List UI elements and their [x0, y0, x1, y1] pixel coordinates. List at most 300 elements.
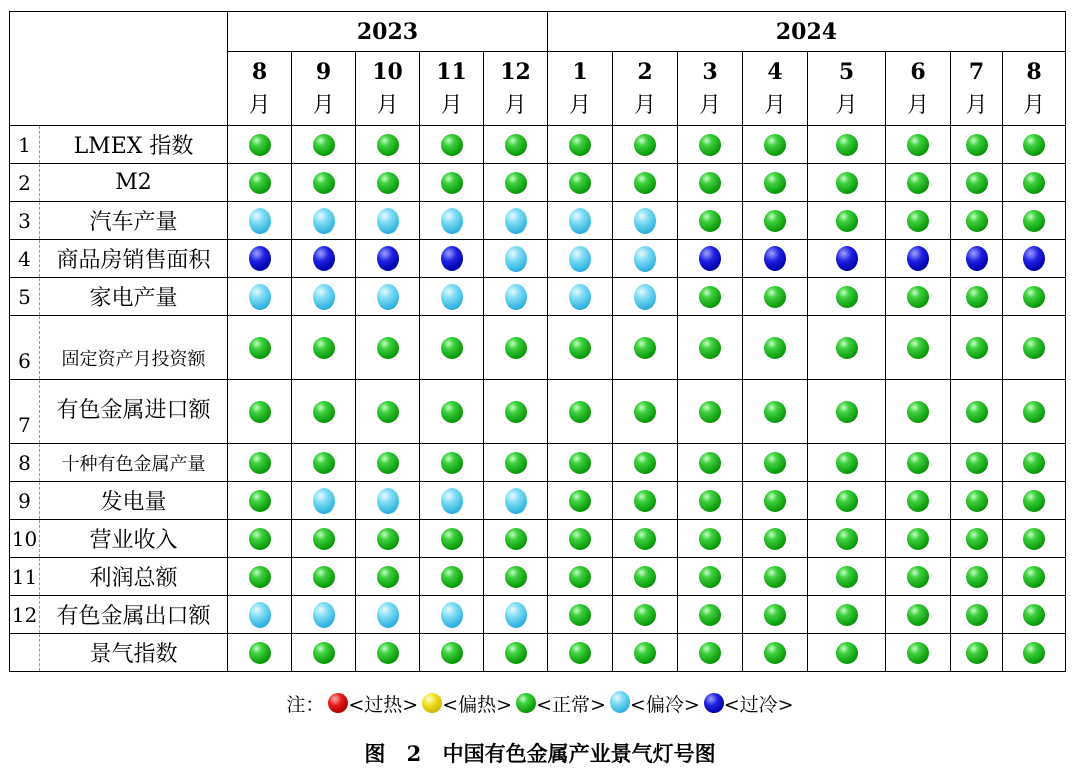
green-signal-light-icon	[249, 452, 271, 474]
green-signal-light-icon	[966, 604, 988, 626]
signal-cell	[678, 240, 743, 278]
signal-cell	[613, 240, 678, 278]
green-signal-light-icon	[505, 642, 527, 664]
green-signal-light-icon	[907, 210, 929, 232]
blue-signal-light-icon	[1023, 246, 1045, 271]
signal-cell	[951, 278, 1003, 316]
green-signal-light-icon	[634, 604, 656, 626]
green-signal-light-icon	[634, 490, 656, 512]
signal-cell	[678, 444, 743, 482]
signal-cell	[228, 520, 292, 558]
green-signal-light-icon	[966, 210, 988, 232]
year-2023-header: 2023	[228, 12, 548, 52]
green-signal-light-icon	[1023, 401, 1045, 423]
cyan-signal-light-icon	[249, 208, 271, 234]
signal-cell	[808, 316, 886, 380]
green-signal-light-icon	[313, 566, 335, 588]
signal-cell	[420, 482, 484, 520]
signal-cell	[743, 558, 808, 596]
green-signal-light-icon	[1023, 642, 1045, 664]
green-signal-light-icon	[505, 337, 527, 359]
signal-cell	[613, 558, 678, 596]
signal-cell	[743, 482, 808, 520]
green-signal-light-icon	[966, 642, 988, 664]
signal-cell	[228, 202, 292, 240]
green-signal-light-icon	[516, 693, 536, 713]
month-number: 10	[372, 58, 403, 85]
month-unit: 月	[312, 92, 335, 118]
green-signal-light-icon	[764, 528, 786, 550]
green-signal-light-icon	[764, 401, 786, 423]
green-signal-light-icon	[699, 172, 721, 194]
signal-cell	[1003, 164, 1066, 202]
green-signal-light-icon	[1023, 604, 1045, 626]
month-header	[951, 52, 1003, 126]
green-signal-light-icon	[966, 337, 988, 359]
signal-cell	[228, 316, 292, 380]
green-signal-light-icon	[569, 566, 591, 588]
signal-cell	[886, 482, 951, 520]
signal-cell	[420, 444, 484, 482]
month-number: 7	[968, 58, 985, 85]
green-signal-light-icon	[505, 401, 527, 423]
signal-cell	[951, 240, 1003, 278]
legend-label: <过冷>	[723, 694, 794, 716]
green-signal-light-icon	[836, 528, 858, 550]
signal-cell	[1003, 202, 1066, 240]
signal-cell	[886, 164, 951, 202]
indicator-name: LMEX 指数	[40, 126, 228, 164]
indicator-name: 利润总额	[40, 558, 228, 596]
signal-cell	[808, 596, 886, 634]
legend-item	[328, 690, 418, 717]
signal-cell	[613, 444, 678, 482]
signal-cell	[484, 482, 548, 520]
signal-cell	[613, 596, 678, 634]
cyan-signal-light-icon	[634, 284, 656, 310]
green-signal-light-icon	[1023, 528, 1045, 550]
signal-cell	[484, 380, 548, 444]
green-signal-light-icon	[569, 134, 591, 156]
signal-cell	[548, 278, 613, 316]
row-index: 3	[10, 202, 40, 240]
cyan-signal-light-icon	[249, 602, 271, 628]
month-header	[613, 52, 678, 126]
signal-cell	[356, 278, 420, 316]
signal-cell	[808, 126, 886, 164]
signal-cell	[484, 634, 548, 672]
green-signal-light-icon	[764, 210, 786, 232]
signal-cell	[951, 558, 1003, 596]
green-signal-light-icon	[1023, 452, 1045, 474]
green-signal-light-icon	[966, 528, 988, 550]
signal-cell	[548, 558, 613, 596]
indicator-name: 固定资产月投资额	[40, 316, 228, 380]
indicator-name: 汽车产量	[40, 202, 228, 240]
cyan-signal-light-icon	[610, 691, 630, 713]
cyan-signal-light-icon	[313, 284, 335, 310]
signal-cell	[228, 634, 292, 672]
green-signal-light-icon	[1023, 210, 1045, 232]
month-unit: 月	[763, 92, 786, 118]
signal-cell	[356, 164, 420, 202]
signal-cell	[951, 316, 1003, 380]
green-signal-light-icon	[313, 337, 335, 359]
month-header	[548, 52, 613, 126]
green-signal-light-icon	[249, 172, 271, 194]
green-signal-light-icon	[907, 490, 929, 512]
signal-cell	[678, 380, 743, 444]
signal-cell	[228, 596, 292, 634]
year-row	[10, 12, 1066, 52]
indicator-row	[10, 558, 1066, 596]
month-header	[292, 52, 356, 126]
green-signal-light-icon	[699, 490, 721, 512]
green-signal-light-icon	[377, 134, 399, 156]
month-unit: 月	[376, 92, 399, 118]
row-index: 5	[10, 278, 40, 316]
signal-cell	[808, 482, 886, 520]
signal-cell	[743, 164, 808, 202]
month-header	[743, 52, 808, 126]
yellow-signal-light-icon	[422, 693, 442, 713]
indicator-row	[10, 596, 1066, 634]
green-signal-light-icon	[966, 172, 988, 194]
month-number: 3	[702, 58, 718, 85]
signal-cell	[356, 482, 420, 520]
signal-cell	[1003, 482, 1066, 520]
cyan-signal-light-icon	[505, 284, 527, 310]
green-signal-light-icon	[836, 134, 858, 156]
green-signal-light-icon	[836, 286, 858, 308]
month-header	[808, 52, 886, 126]
blue-signal-light-icon	[699, 246, 721, 271]
signal-cell	[420, 278, 484, 316]
signal-cell	[1003, 634, 1066, 672]
signal-cell	[292, 596, 356, 634]
month-unit: 月	[440, 92, 463, 118]
green-signal-light-icon	[966, 452, 988, 474]
signal-cell	[548, 444, 613, 482]
signal-table	[9, 11, 1066, 672]
signal-cell	[420, 240, 484, 278]
green-signal-light-icon	[907, 286, 929, 308]
indicator-row	[10, 316, 1066, 380]
signal-cell	[356, 380, 420, 444]
signal-cell	[548, 482, 613, 520]
year-2024-header: 2024	[548, 12, 1066, 52]
cyan-signal-light-icon	[441, 208, 463, 234]
green-signal-light-icon	[966, 134, 988, 156]
green-signal-light-icon	[377, 337, 399, 359]
green-signal-light-icon	[569, 401, 591, 423]
month-header	[678, 52, 743, 126]
blue-signal-light-icon	[377, 246, 399, 271]
legend-label: <正常>	[536, 694, 606, 716]
green-signal-light-icon	[634, 528, 656, 550]
signal-cell	[808, 444, 886, 482]
green-signal-light-icon	[505, 528, 527, 550]
green-signal-light-icon	[634, 452, 656, 474]
indicator-row	[10, 164, 1066, 202]
green-signal-light-icon	[907, 566, 929, 588]
signal-cell	[292, 520, 356, 558]
cyan-signal-light-icon	[569, 284, 591, 310]
signal-cell	[1003, 278, 1066, 316]
signal-cell	[613, 380, 678, 444]
cyan-signal-light-icon	[569, 208, 591, 234]
green-signal-light-icon	[699, 401, 721, 423]
indicator-name: 有色金属进口额	[40, 380, 228, 444]
signal-cell	[613, 482, 678, 520]
signal-cell	[743, 380, 808, 444]
green-signal-light-icon	[907, 172, 929, 194]
green-signal-light-icon	[249, 490, 271, 512]
signal-cell	[548, 164, 613, 202]
signal-cell	[678, 202, 743, 240]
signal-cell	[228, 558, 292, 596]
signal-cell	[292, 482, 356, 520]
row-index: 2	[10, 164, 40, 202]
signal-cell	[886, 240, 951, 278]
green-signal-light-icon	[634, 134, 656, 156]
month-number: 11	[436, 58, 467, 85]
signal-cell	[228, 444, 292, 482]
signal-cell	[1003, 520, 1066, 558]
signal-cell	[484, 316, 548, 380]
green-signal-light-icon	[1023, 490, 1045, 512]
green-signal-light-icon	[249, 528, 271, 550]
green-signal-light-icon	[377, 172, 399, 194]
green-signal-light-icon	[569, 172, 591, 194]
row-index: 8	[10, 444, 40, 482]
row-index: 9	[10, 482, 40, 520]
signal-cell	[484, 596, 548, 634]
signal-cell	[292, 240, 356, 278]
cyan-signal-light-icon	[569, 246, 591, 272]
green-signal-light-icon	[764, 642, 786, 664]
month-number: 8	[1026, 58, 1042, 85]
green-signal-light-icon	[764, 566, 786, 588]
green-signal-light-icon	[699, 642, 721, 664]
green-signal-light-icon	[836, 172, 858, 194]
signal-cell	[743, 520, 808, 558]
cyan-signal-light-icon	[505, 602, 527, 628]
signal-cell	[886, 202, 951, 240]
signal-cell	[548, 520, 613, 558]
blue-signal-light-icon	[313, 246, 335, 271]
signal-cell	[886, 596, 951, 634]
signal-cell	[678, 558, 743, 596]
month-number: 4	[767, 58, 783, 85]
cyan-signal-light-icon	[313, 208, 335, 234]
signal-cell	[548, 202, 613, 240]
green-signal-light-icon	[313, 134, 335, 156]
signal-cell	[356, 316, 420, 380]
signal-cell	[743, 316, 808, 380]
green-signal-light-icon	[764, 172, 786, 194]
signal-cell	[548, 316, 613, 380]
signal-cell	[292, 444, 356, 482]
green-signal-light-icon	[313, 642, 335, 664]
green-signal-light-icon	[907, 604, 929, 626]
blue-signal-light-icon	[704, 693, 724, 713]
signal-cell	[951, 520, 1003, 558]
month-header	[356, 52, 420, 126]
legend-label: <偏热>	[442, 694, 513, 716]
green-signal-light-icon	[699, 337, 721, 359]
indicator-row	[10, 202, 1066, 240]
signal-cell	[484, 164, 548, 202]
signal-cell	[356, 240, 420, 278]
indicator-name: 发电量	[40, 482, 228, 520]
month-header	[228, 52, 292, 126]
signal-cell	[743, 126, 808, 164]
legend-label: <偏冷>	[629, 694, 700, 716]
signal-cell	[228, 126, 292, 164]
signal-cell	[1003, 558, 1066, 596]
signal-cell	[743, 278, 808, 316]
signal-cell	[951, 634, 1003, 672]
month-header	[1003, 52, 1066, 126]
green-signal-light-icon	[634, 566, 656, 588]
signal-cell	[613, 634, 678, 672]
green-signal-light-icon	[907, 134, 929, 156]
signal-cell	[951, 482, 1003, 520]
signal-cell	[808, 380, 886, 444]
signal-cell	[1003, 444, 1066, 482]
green-signal-light-icon	[699, 452, 721, 474]
green-signal-light-icon	[569, 490, 591, 512]
month-number: 9	[315, 58, 332, 85]
indicator-name: 有色金属出口额	[40, 596, 228, 634]
green-signal-light-icon	[907, 528, 929, 550]
green-signal-light-icon	[249, 642, 271, 664]
green-signal-light-icon	[505, 134, 527, 156]
green-signal-light-icon	[764, 452, 786, 474]
green-signal-light-icon	[377, 642, 399, 664]
green-signal-light-icon	[1023, 337, 1045, 359]
green-signal-light-icon	[836, 490, 858, 512]
signal-cell	[292, 202, 356, 240]
month-unit: 月	[1022, 92, 1045, 118]
signal-cell	[548, 596, 613, 634]
row-index: 7	[10, 380, 40, 444]
cyan-signal-light-icon	[377, 488, 399, 514]
signal-cell	[886, 278, 951, 316]
month-unit: 月	[835, 92, 858, 118]
signal-cell	[678, 126, 743, 164]
indicator-name: 景气指数	[40, 634, 228, 672]
indicator-row	[10, 482, 1066, 520]
green-signal-light-icon	[569, 604, 591, 626]
signal-cell	[808, 240, 886, 278]
green-signal-light-icon	[907, 337, 929, 359]
green-signal-light-icon	[505, 172, 527, 194]
month-unit: 月	[906, 92, 929, 118]
green-signal-light-icon	[249, 134, 271, 156]
green-signal-light-icon	[313, 401, 335, 423]
signal-cell	[678, 482, 743, 520]
signal-cell	[951, 596, 1003, 634]
legend-items	[324, 694, 793, 716]
signal-cell	[613, 126, 678, 164]
signal-cell	[678, 316, 743, 380]
cyan-signal-light-icon	[377, 602, 399, 628]
green-signal-light-icon	[699, 134, 721, 156]
signal-cell	[356, 596, 420, 634]
month-number: 6	[910, 58, 926, 85]
legend-prefix: 注：	[286, 694, 325, 716]
green-signal-light-icon	[699, 286, 721, 308]
signal-cell	[1003, 316, 1066, 380]
signal-cell	[228, 380, 292, 444]
signal-cell	[808, 520, 886, 558]
green-signal-light-icon	[249, 566, 271, 588]
legend-item	[516, 690, 606, 717]
signal-cell	[886, 444, 951, 482]
signal-cell	[886, 520, 951, 558]
signal-cell	[951, 380, 1003, 444]
green-signal-light-icon	[249, 337, 271, 359]
cyan-signal-light-icon	[634, 208, 656, 234]
signal-cell	[484, 278, 548, 316]
signal-cell	[420, 634, 484, 672]
signal-cell	[356, 126, 420, 164]
green-signal-light-icon	[699, 566, 721, 588]
month-unit: 月	[248, 92, 271, 118]
signal-cell	[951, 202, 1003, 240]
green-signal-light-icon	[634, 401, 656, 423]
month-number: 2	[637, 58, 653, 85]
green-signal-light-icon	[907, 452, 929, 474]
signal-cell	[420, 316, 484, 380]
green-signal-light-icon	[569, 452, 591, 474]
green-signal-light-icon	[441, 134, 463, 156]
green-signal-light-icon	[634, 642, 656, 664]
indicator-row	[10, 634, 1066, 672]
signal-cell	[484, 126, 548, 164]
month-number: 5	[838, 58, 855, 85]
signal-cell	[548, 126, 613, 164]
green-signal-light-icon	[1023, 566, 1045, 588]
cyan-signal-light-icon	[505, 208, 527, 234]
green-signal-light-icon	[441, 452, 463, 474]
green-signal-light-icon	[505, 452, 527, 474]
signal-cell	[420, 558, 484, 596]
signal-cell	[743, 240, 808, 278]
indicator-name: M2	[40, 164, 228, 202]
signal-cell	[613, 202, 678, 240]
cyan-signal-light-icon	[505, 246, 527, 272]
green-signal-light-icon	[836, 452, 858, 474]
signal-cell	[292, 126, 356, 164]
signal-cell	[613, 278, 678, 316]
signal-cell	[420, 520, 484, 558]
signal-cell	[613, 520, 678, 558]
blue-signal-light-icon	[907, 246, 929, 271]
indicator-row	[10, 520, 1066, 558]
signal-cell	[886, 316, 951, 380]
green-signal-light-icon	[836, 401, 858, 423]
green-signal-light-icon	[441, 401, 463, 423]
signal-cell	[808, 278, 886, 316]
signal-cell	[228, 164, 292, 202]
row-index: 12	[10, 596, 40, 634]
signal-cell	[886, 380, 951, 444]
signal-cell	[951, 126, 1003, 164]
green-signal-light-icon	[966, 490, 988, 512]
